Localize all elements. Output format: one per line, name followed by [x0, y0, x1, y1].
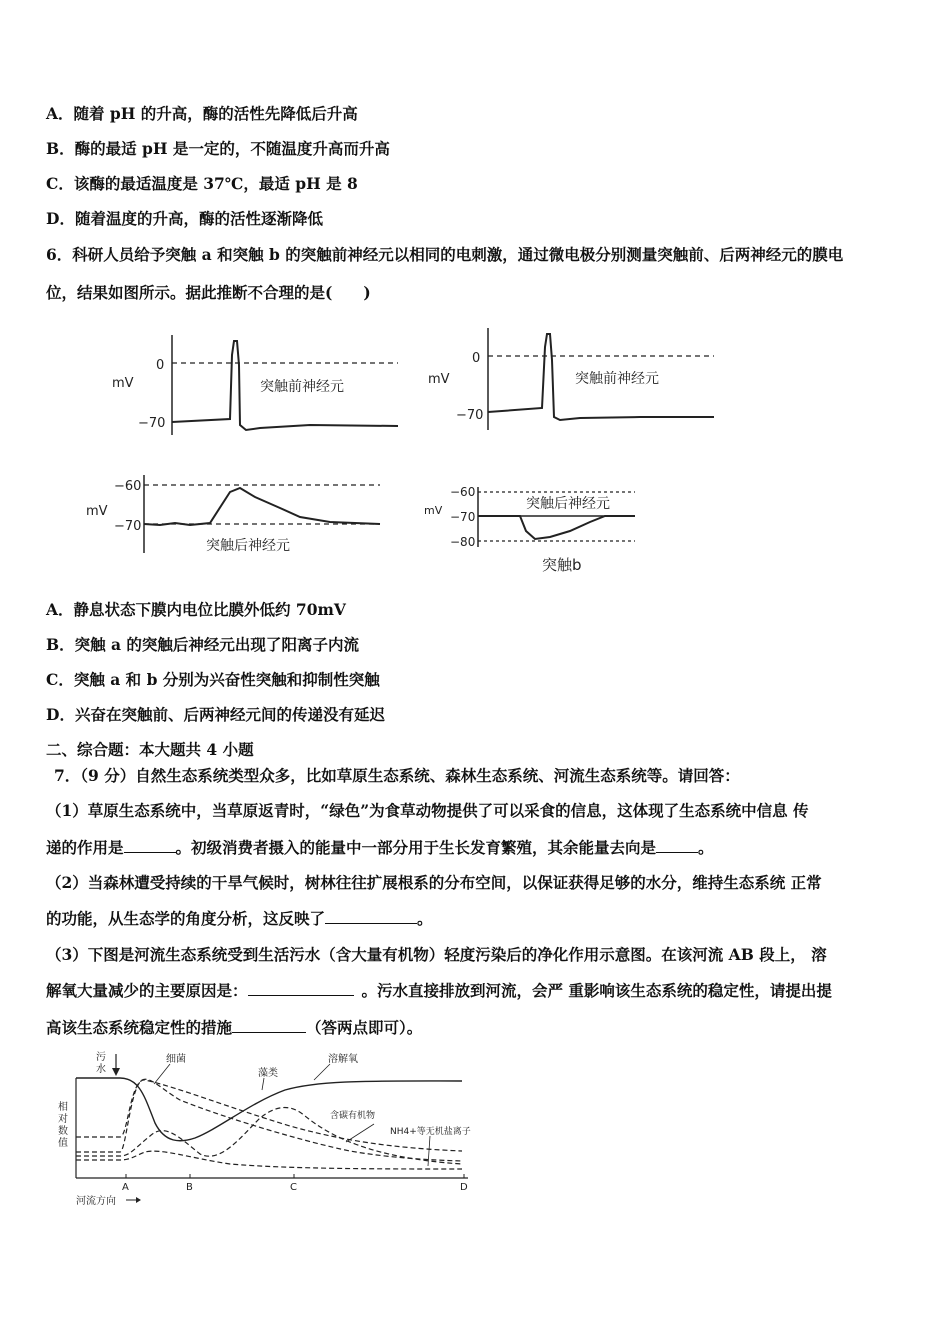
q7-p1-text-b: 。初级消费者摄入的能量中一部分用于生长发育繁殖，其余能量去向是: [175, 838, 657, 857]
tick-minus-70: −70: [114, 519, 142, 534]
point-b: B: [186, 1182, 193, 1193]
nh4-label: NH4+等无机盐离子: [390, 1127, 471, 1137]
organic-carbon-label: 含碳有机物: [330, 1111, 376, 1121]
point-d: D: [460, 1182, 468, 1193]
q7-p1-line1: （1）草原生态系统中，当草原返青时，“绿色”为食草动物提供了可以采食的信息，这体现了生态系统中信息 传: [46, 801, 809, 820]
q7-p2-text-a: 的功能，从生态学的角度分析，这反映了: [46, 909, 326, 928]
answer-blank-3[interactable]: [325, 909, 417, 924]
svg-text:数: 数: [58, 1126, 68, 1137]
q6-membrane-potential-figure: [80, 325, 740, 585]
q7-p1-line2: [46, 838, 714, 858]
unit-mv: mV: [86, 504, 108, 519]
q6-stem-line1: 6．科研人员给予突触 a 和突触 b 的突触前神经元以相同的电刺激，通过微电极分别测量突触前、后两神经元的膜电: [46, 245, 844, 264]
answer-blank-2[interactable]: [656, 838, 698, 853]
organic-carbon-curve: [76, 1080, 462, 1151]
q7-p2-line2: [46, 909, 433, 929]
postsyn-label: 突触后神经元: [206, 538, 290, 554]
river-purification-figure: [50, 1048, 500, 1208]
tick-0: 0: [156, 358, 165, 373]
synapse-a-presynaptic-plot: [112, 335, 398, 435]
q7-p3-text-b: 。污水直接排放到河流，会严 重影响该生态系统的稳定性，请提出提: [361, 981, 832, 1000]
q7-p3-text-a: 解氧大量减少的主要原因是：: [46, 981, 248, 1000]
q7-p1-text-a: 递的作用是: [46, 838, 124, 857]
tick-minus-80: −80: [450, 535, 476, 549]
q6-stem-line2: 位，结果如图所示。据此推断不合理的是( ): [46, 283, 371, 302]
svg-text:对: 对: [58, 1114, 68, 1125]
tick-minus-70: −70: [450, 510, 476, 524]
x-axis-label: 河流方向: [76, 1196, 116, 1207]
q7-p3-line3: [46, 1018, 422, 1038]
svg-text:值: 值: [58, 1138, 68, 1149]
bacteria-label: 细菌: [166, 1054, 186, 1065]
tick-minus-70: −70: [138, 416, 166, 431]
q7-intro: 7．（9 分）自然生态系统类型众多，比如草原生态系统、森林生态系统、河流生态系统等。请回答：: [54, 766, 740, 785]
q7-p2-text-b: 。: [417, 909, 433, 928]
q6-option-b: B．突触 a 的突触后神经元出现了阳离子内流: [46, 635, 359, 654]
q7-p3-text-c: 高该生态系统稳定性的措施: [46, 1018, 233, 1037]
answer-blank-4[interactable]: [248, 981, 354, 996]
nh4-curve: [76, 1151, 462, 1169]
q5-option-d: D．随着温度的升高，酶的活性逐渐降低: [46, 209, 323, 228]
q7-p2-line1: （2）当森林遭受持续的干旱气候时，树林往往扩展根系的分布空间，以保证获得足够的水分，维持生态系统 正常: [46, 873, 822, 892]
postsyn-label: 突触后神经元: [526, 496, 610, 512]
sewage-label: 水: [96, 1064, 106, 1075]
q7-p3-line2: [46, 981, 832, 1001]
unit-mv: mV: [428, 372, 450, 387]
synapse-a-postsynaptic-plot: [86, 475, 380, 554]
synapse-b-presynaptic-plot: [428, 328, 714, 430]
answer-blank-5[interactable]: [232, 1018, 306, 1033]
presyn-label: 突触前神经元: [260, 379, 344, 395]
tick-minus-60: −60: [450, 485, 476, 499]
section2-title: 二、综合题：本大题共 4 小题: [46, 740, 254, 759]
q6-option-a: A．静息状态下膜内电位比膜外低约 70mV: [46, 600, 346, 619]
y-axis-label: 相: [58, 1102, 68, 1113]
q7-p3-text-d: （答两点即可）。: [306, 1018, 423, 1037]
presyn-label: 突触前神经元: [575, 371, 659, 387]
q7-p3-line1: （3）下图是河流生态系统受到生活污水（含大量有机物）轻度污染后的净化作用示意图。在该河流 AB 段上， 溶: [46, 945, 827, 964]
algae-label: 藻类: [258, 1068, 278, 1079]
caption-synapse-b: 突触b: [542, 556, 582, 574]
q6-option-c: C．突触 a 和 b 分别为兴奋性突触和抑制性突触: [46, 670, 380, 689]
unit-mv: mV: [424, 504, 443, 517]
q5-option-a: A．随着 pH 的升高，酶的活性先降低后升高: [46, 104, 358, 123]
point-a: A: [122, 1182, 129, 1193]
answer-blank-1[interactable]: [124, 838, 176, 853]
q7-p1-text-c: 。: [698, 838, 714, 857]
tick-minus-70: −70: [456, 408, 484, 423]
q5-option-b: B．酶的最适 pH 是一定的，不随温度升高而升高: [46, 139, 390, 158]
point-c: C: [290, 1182, 297, 1193]
dissolved-oxygen-label: 溶解氧: [328, 1054, 358, 1065]
unit-mv: mV: [112, 376, 134, 391]
tick-0: 0: [472, 351, 481, 366]
synapse-b-postsynaptic-plot: [424, 485, 635, 574]
sewage-label-1: 污: [96, 1052, 106, 1063]
q6-option-d: D．兴奋在突触前、后两神经元间的传递没有延迟: [46, 705, 385, 724]
tick-minus-60: −60: [114, 479, 142, 494]
q5-option-c: C．该酶的最适温度是 37℃，最适 pH 是 8: [46, 174, 358, 193]
